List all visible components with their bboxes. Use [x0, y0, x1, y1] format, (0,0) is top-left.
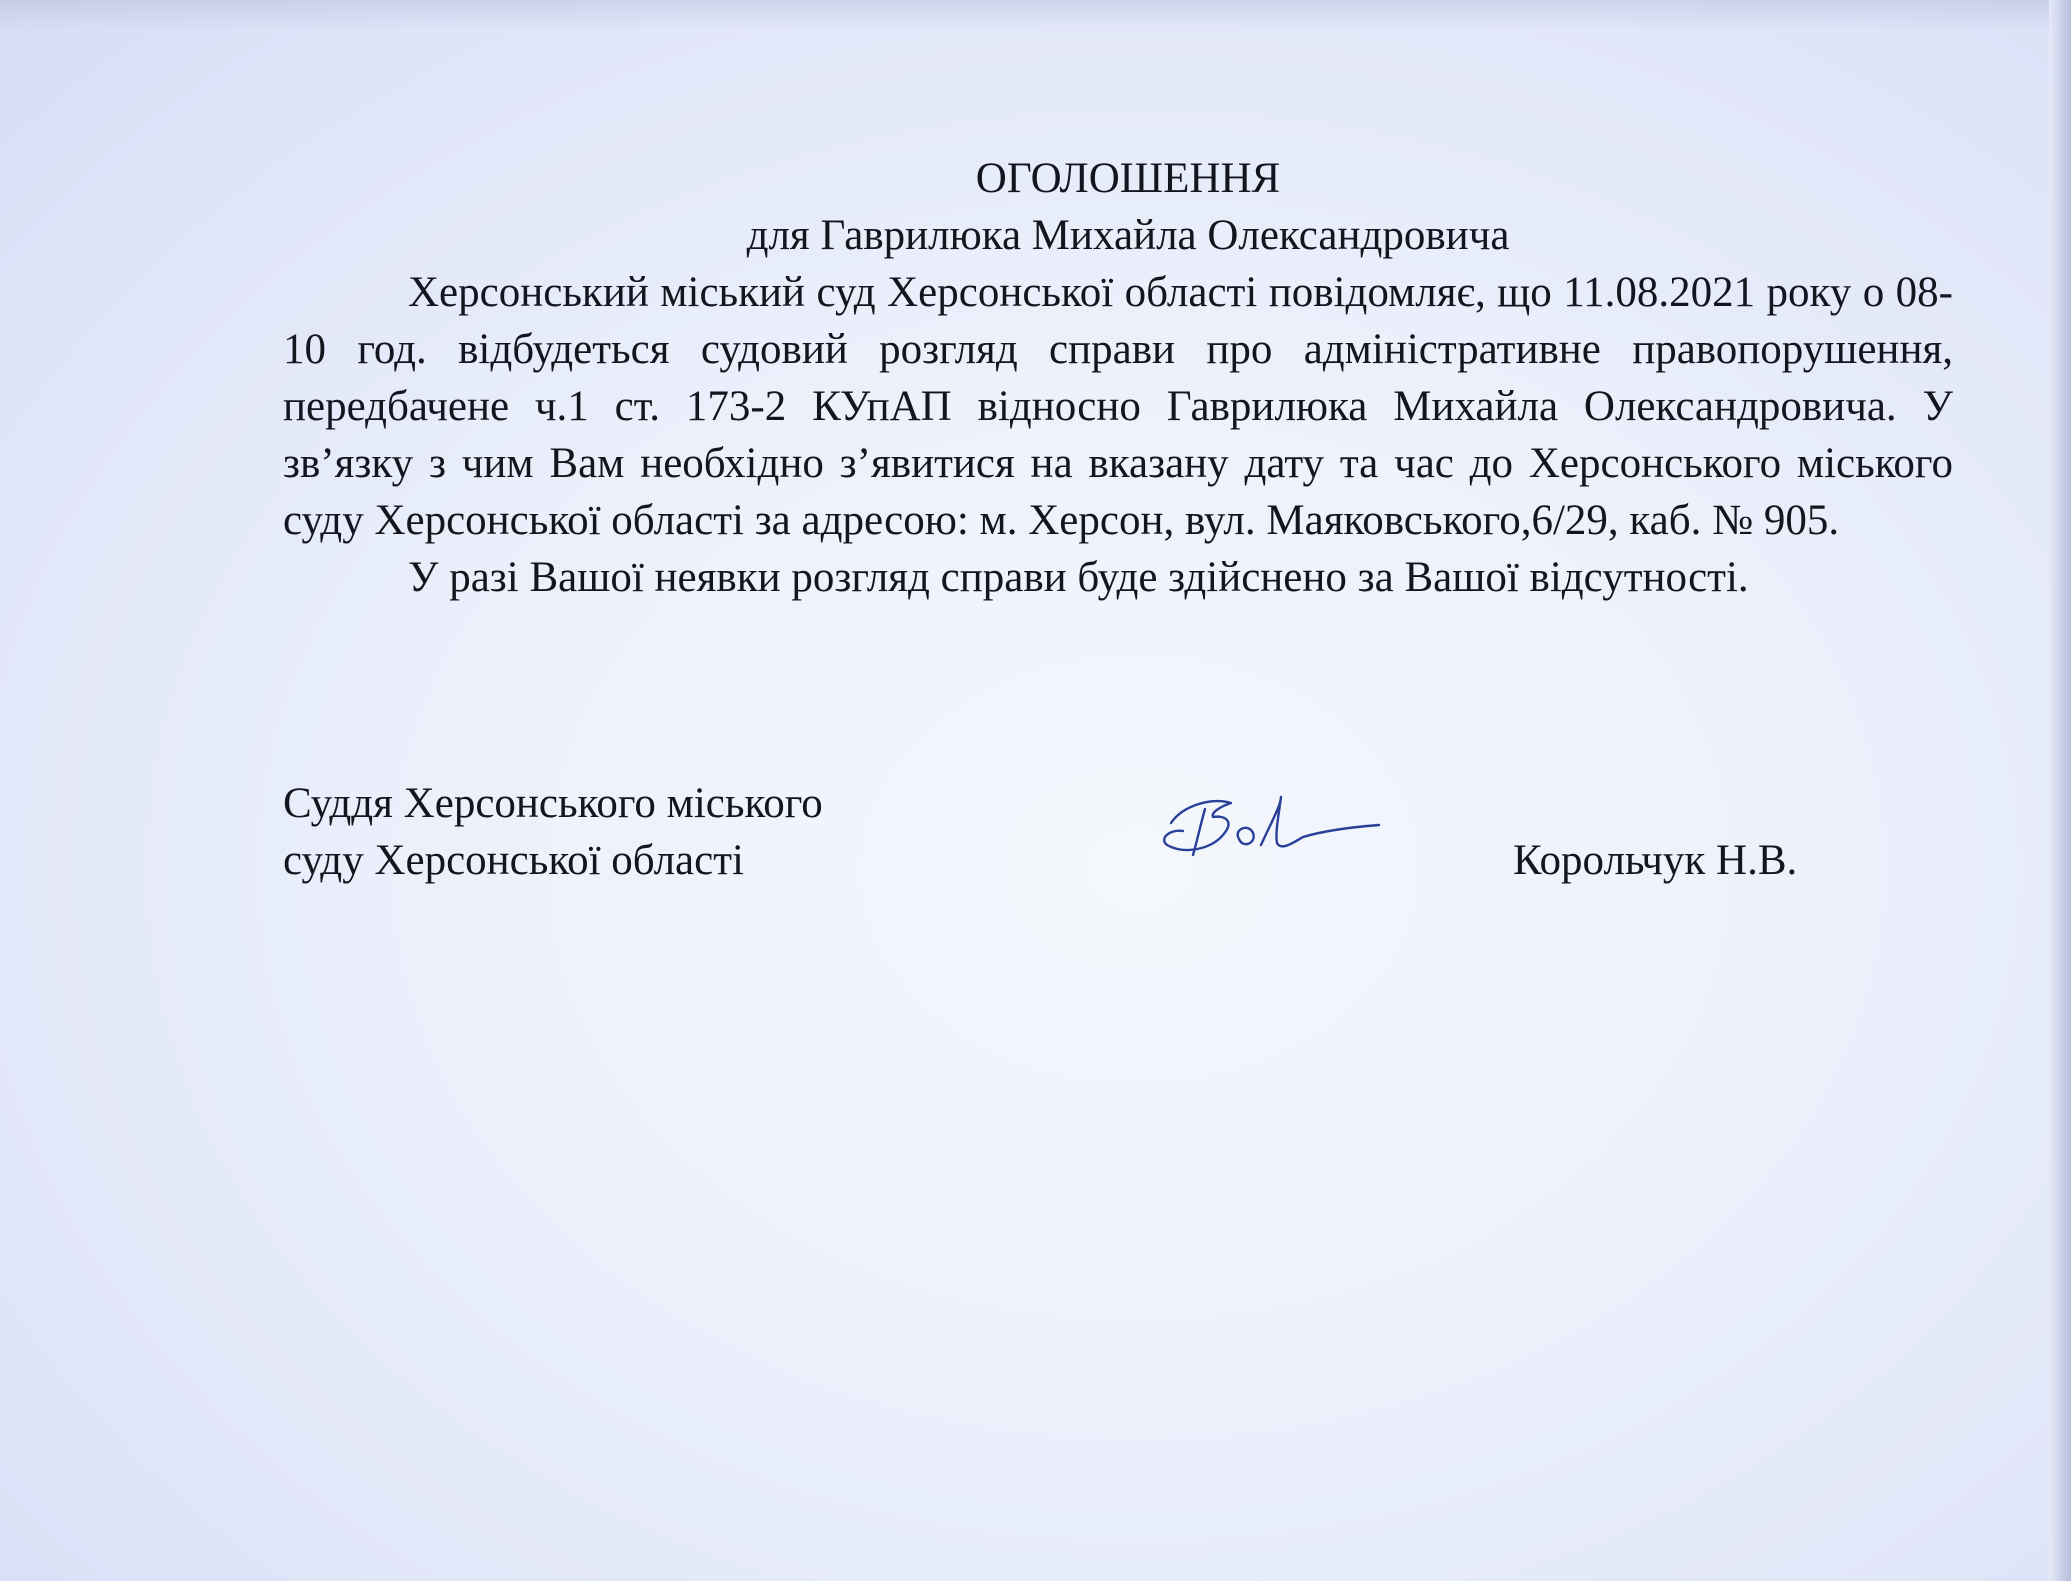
judge-title: [283, 775, 823, 889]
document-subtitle: для Гаврилюка Михайла Олександровича: [746, 212, 1510, 259]
document-title: ОГОЛОШЕННЯ: [975, 155, 1281, 202]
paper-top-shadow: [0, 0, 2071, 30]
judge-name: Корольчук Н.В.: [1513, 837, 1798, 884]
announcement-paragraph-absence: У разі Вашої неявки розгляд справи буде здійснено за Вашої відсутності.: [408, 554, 1749, 601]
announcement-document: [283, 150, 1953, 606]
judge-title-line-2: суду Херсонської області: [283, 837, 744, 884]
paper-edge: [2049, 0, 2071, 1581]
judge-title-line-1: Суддя Херсонського міського: [283, 780, 823, 827]
announcement-paragraph-hearing: Херсонський міський суд Херсонської області повідомляє, що 11.08.2021 року о 08-10 год. відбудеться судовий розгляд справи про адміністративне правопорушення, передбачене ч.1 ст. 173-2 КУпАП відносно Гаврилюка Михайла Олександровича. У зв’язку з чим Вам необхідно з’явитися на вказану дату та час до Херсонського міського суду Херсонської області за адресою: м. Херсон, вул. Маяковського,6/29, каб. № 905.: [283, 269, 1953, 544]
handwritten-signature-icon: [1153, 783, 1383, 878]
signature-block: [283, 775, 1953, 905]
